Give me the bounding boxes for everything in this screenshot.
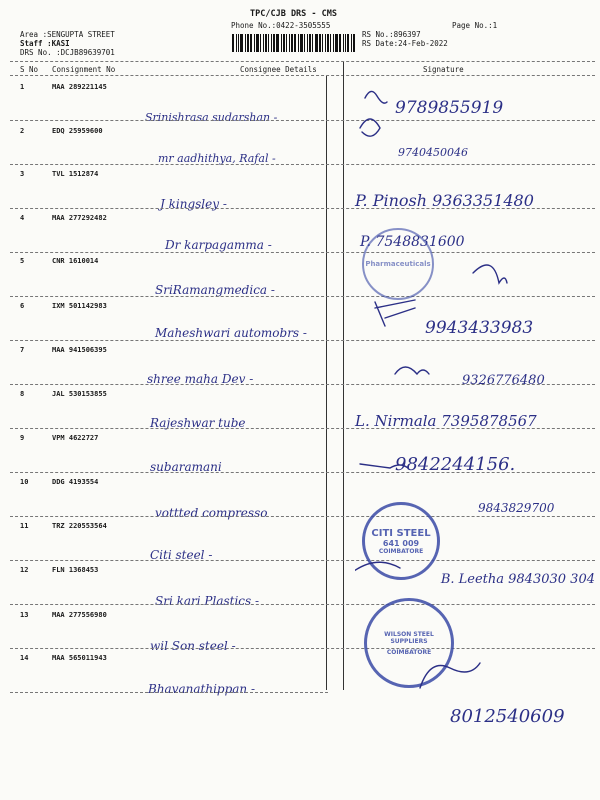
row-signature: L. Nirmala 7395878567 <box>355 412 537 430</box>
row-sno: 1 <box>20 83 25 91</box>
row-consignment: TVL 1512874 <box>52 170 99 178</box>
header-bottom-rule <box>10 75 595 76</box>
barcode-bar <box>268 34 269 52</box>
row-sno: 9 <box>20 434 25 442</box>
drs-number: DRS No. :DCJB89639701 <box>20 48 115 57</box>
row-signature: 8012540609 <box>450 706 565 727</box>
barcode-bar <box>263 34 264 52</box>
barcode-bar <box>289 34 290 52</box>
row-sno: 4 <box>20 214 25 222</box>
col-signature: Signature <box>423 65 464 74</box>
row-consignment: EDQ 25959600 <box>52 127 103 135</box>
row-signature: 9789855919 <box>395 98 504 118</box>
barcode-bar <box>236 34 237 52</box>
row-sno: 12 <box>20 566 29 574</box>
barcode-bar <box>281 34 282 52</box>
barcode-bar <box>300 34 303 52</box>
scribble-row1 <box>365 91 387 103</box>
row-consignment: VPM 4622727 <box>52 434 99 442</box>
row-consignment: JAL 530153855 <box>52 390 107 398</box>
row-consignee: vottted compresso <box>155 506 268 520</box>
col-consignment: Consignment No <box>52 65 116 74</box>
column-divider <box>343 62 344 690</box>
row-sno: 2 <box>20 127 25 135</box>
scribble-row6 <box>375 300 415 326</box>
scribble-row5 <box>473 265 507 283</box>
row-signature: P. Pinosh 9363351480 <box>355 191 534 210</box>
scribble-row14 <box>420 663 480 688</box>
col-consignee: Consignee Details <box>240 65 317 74</box>
scribble-row9 <box>360 464 408 468</box>
barcode-bar <box>304 34 305 52</box>
row-signature: 9326776480 <box>462 373 545 388</box>
row-consignee: Bhavanathippan - <box>148 682 256 696</box>
page-number: Page No.:1 <box>452 21 498 30</box>
barcode-bar <box>260 34 261 52</box>
row-consignee: Sri kari Plastics - <box>155 594 260 608</box>
wilson-steel-stamp-city: COIMBATORE <box>386 648 432 656</box>
scribble-row7 <box>395 367 429 374</box>
barcode-bar <box>339 34 341 52</box>
barcode-bar <box>325 34 326 52</box>
barcode-bar <box>271 34 272 52</box>
column-divider <box>326 76 327 690</box>
barcode-bar <box>347 34 349 52</box>
barcode-bar <box>232 34 234 52</box>
pharmacy-stamp: Pharmaceuticals <box>362 228 434 300</box>
row-consignee: Rajeshwar tube <box>150 416 246 430</box>
barcode-bar <box>345 34 346 52</box>
barcode-bar <box>322 34 323 52</box>
row-sno: 14 <box>20 654 29 662</box>
row-consignment: FLN 1368453 <box>52 566 99 574</box>
barcode-bar <box>291 34 293 52</box>
row-sno: 13 <box>20 611 29 619</box>
barcode-bar <box>327 34 329 52</box>
barcode-bar <box>286 34 287 52</box>
barcode-bar <box>254 34 255 52</box>
row-signature: 9843829700 <box>478 501 555 515</box>
barcode-bar <box>335 34 338 52</box>
wilson-steel-stamp-name: WILSON STEEL SUPPLIERS <box>384 630 434 645</box>
barcode-bar <box>294 34 296 52</box>
row-signature: 9943433983 <box>425 318 534 338</box>
barcode-bar <box>330 34 331 52</box>
row-consignee: Dr karpagamma - <box>165 238 272 252</box>
barcode-bar <box>351 34 352 52</box>
scribble-row12 <box>355 562 400 574</box>
row-sno: 10 <box>20 478 29 486</box>
row-consignment: MAA 941506395 <box>52 346 107 354</box>
phone-number: Phone No.:0422-3505555 <box>231 21 331 30</box>
row-sno: 7 <box>20 346 25 354</box>
row-signature: 9842244156. <box>395 454 516 475</box>
barcode-bar <box>315 34 318 52</box>
row-consignee: J kingsley - <box>160 197 227 211</box>
row-consignee: mr aadhithya, Rafal - <box>158 152 276 165</box>
barcode-bar <box>309 34 311 52</box>
row-consignee: Srinishrasa sudarshan - <box>145 111 278 124</box>
row-sno: 6 <box>20 302 25 310</box>
area-label: Area :SENGUPTA STREET <box>20 30 115 39</box>
barcode-bar <box>250 34 252 52</box>
signature-scribbles <box>355 78 595 690</box>
citi-steel-stamp-name: CITI STEEL <box>371 527 431 539</box>
col-sno: S No <box>20 65 39 74</box>
barcode-bar <box>307 34 308 52</box>
row-consignee: Maheshwari automobrs - <box>155 326 307 340</box>
row-consignee: SriRamangmedica - <box>155 283 275 297</box>
rs-number: RS No.:896397 <box>362 30 421 39</box>
row-consignment: MAA 289221145 <box>52 83 107 91</box>
row-consignment: TRZ 220553564 <box>52 522 107 530</box>
barcode-bar <box>240 34 243 52</box>
row-consignee: wil Son steel - <box>150 639 236 653</box>
row-consignee: subaramani <box>150 460 222 474</box>
citi-steel-stamp-city: COIMBATORE <box>378 547 424 555</box>
row-sno: 8 <box>20 390 25 398</box>
row-consignment: MAA 565011943 <box>52 654 107 662</box>
barcode-bar <box>273 34 275 52</box>
row-consignment: CNR 1610014 <box>52 257 99 265</box>
row-signature: B. Leetha 9843030 304 <box>440 572 595 587</box>
row-consignee: Citi steel - <box>150 548 213 562</box>
barcode-bar <box>256 34 259 52</box>
row-consignment: MAA 277556980 <box>52 611 107 619</box>
barcode-bar <box>265 34 267 52</box>
header-top-rule <box>10 61 595 62</box>
barcode-bar <box>319 34 321 52</box>
barcode-bar <box>333 34 334 52</box>
row-consignment: IXM 501142983 <box>52 302 107 310</box>
rs-date: RS Date:24-Feb-2022 <box>362 39 448 48</box>
row-consignment: DDG 4193554 <box>52 478 99 486</box>
barcode-bar <box>312 34 313 52</box>
report-title: TPC/CJB DRS - CMS <box>250 9 337 19</box>
barcode-bar <box>238 34 239 52</box>
row-consignment: MAA 277292482 <box>52 214 107 222</box>
row-sno: 3 <box>20 170 25 178</box>
scribble-row2 <box>360 119 380 136</box>
row-sno: 11 <box>20 522 29 530</box>
barcode-bar <box>245 34 246 52</box>
citi-steel-stamp-pin: 641 009 <box>382 538 420 548</box>
barcode-bar <box>298 34 299 52</box>
row-consignee: shree maha Dev - <box>147 372 254 386</box>
barcode <box>232 34 356 52</box>
barcode-bar <box>283 34 285 52</box>
barcode-bar <box>353 34 355 52</box>
row-sno: 5 <box>20 257 25 265</box>
barcode-bar <box>247 34 249 52</box>
barcode-bar <box>276 34 279 52</box>
row-divider <box>10 692 328 693</box>
staff-label: Staff :KASI <box>20 39 70 48</box>
row-signature: 9740450046 <box>398 146 468 159</box>
row-signature: P. 7548831600 <box>360 234 465 250</box>
barcode-bar <box>343 34 344 52</box>
